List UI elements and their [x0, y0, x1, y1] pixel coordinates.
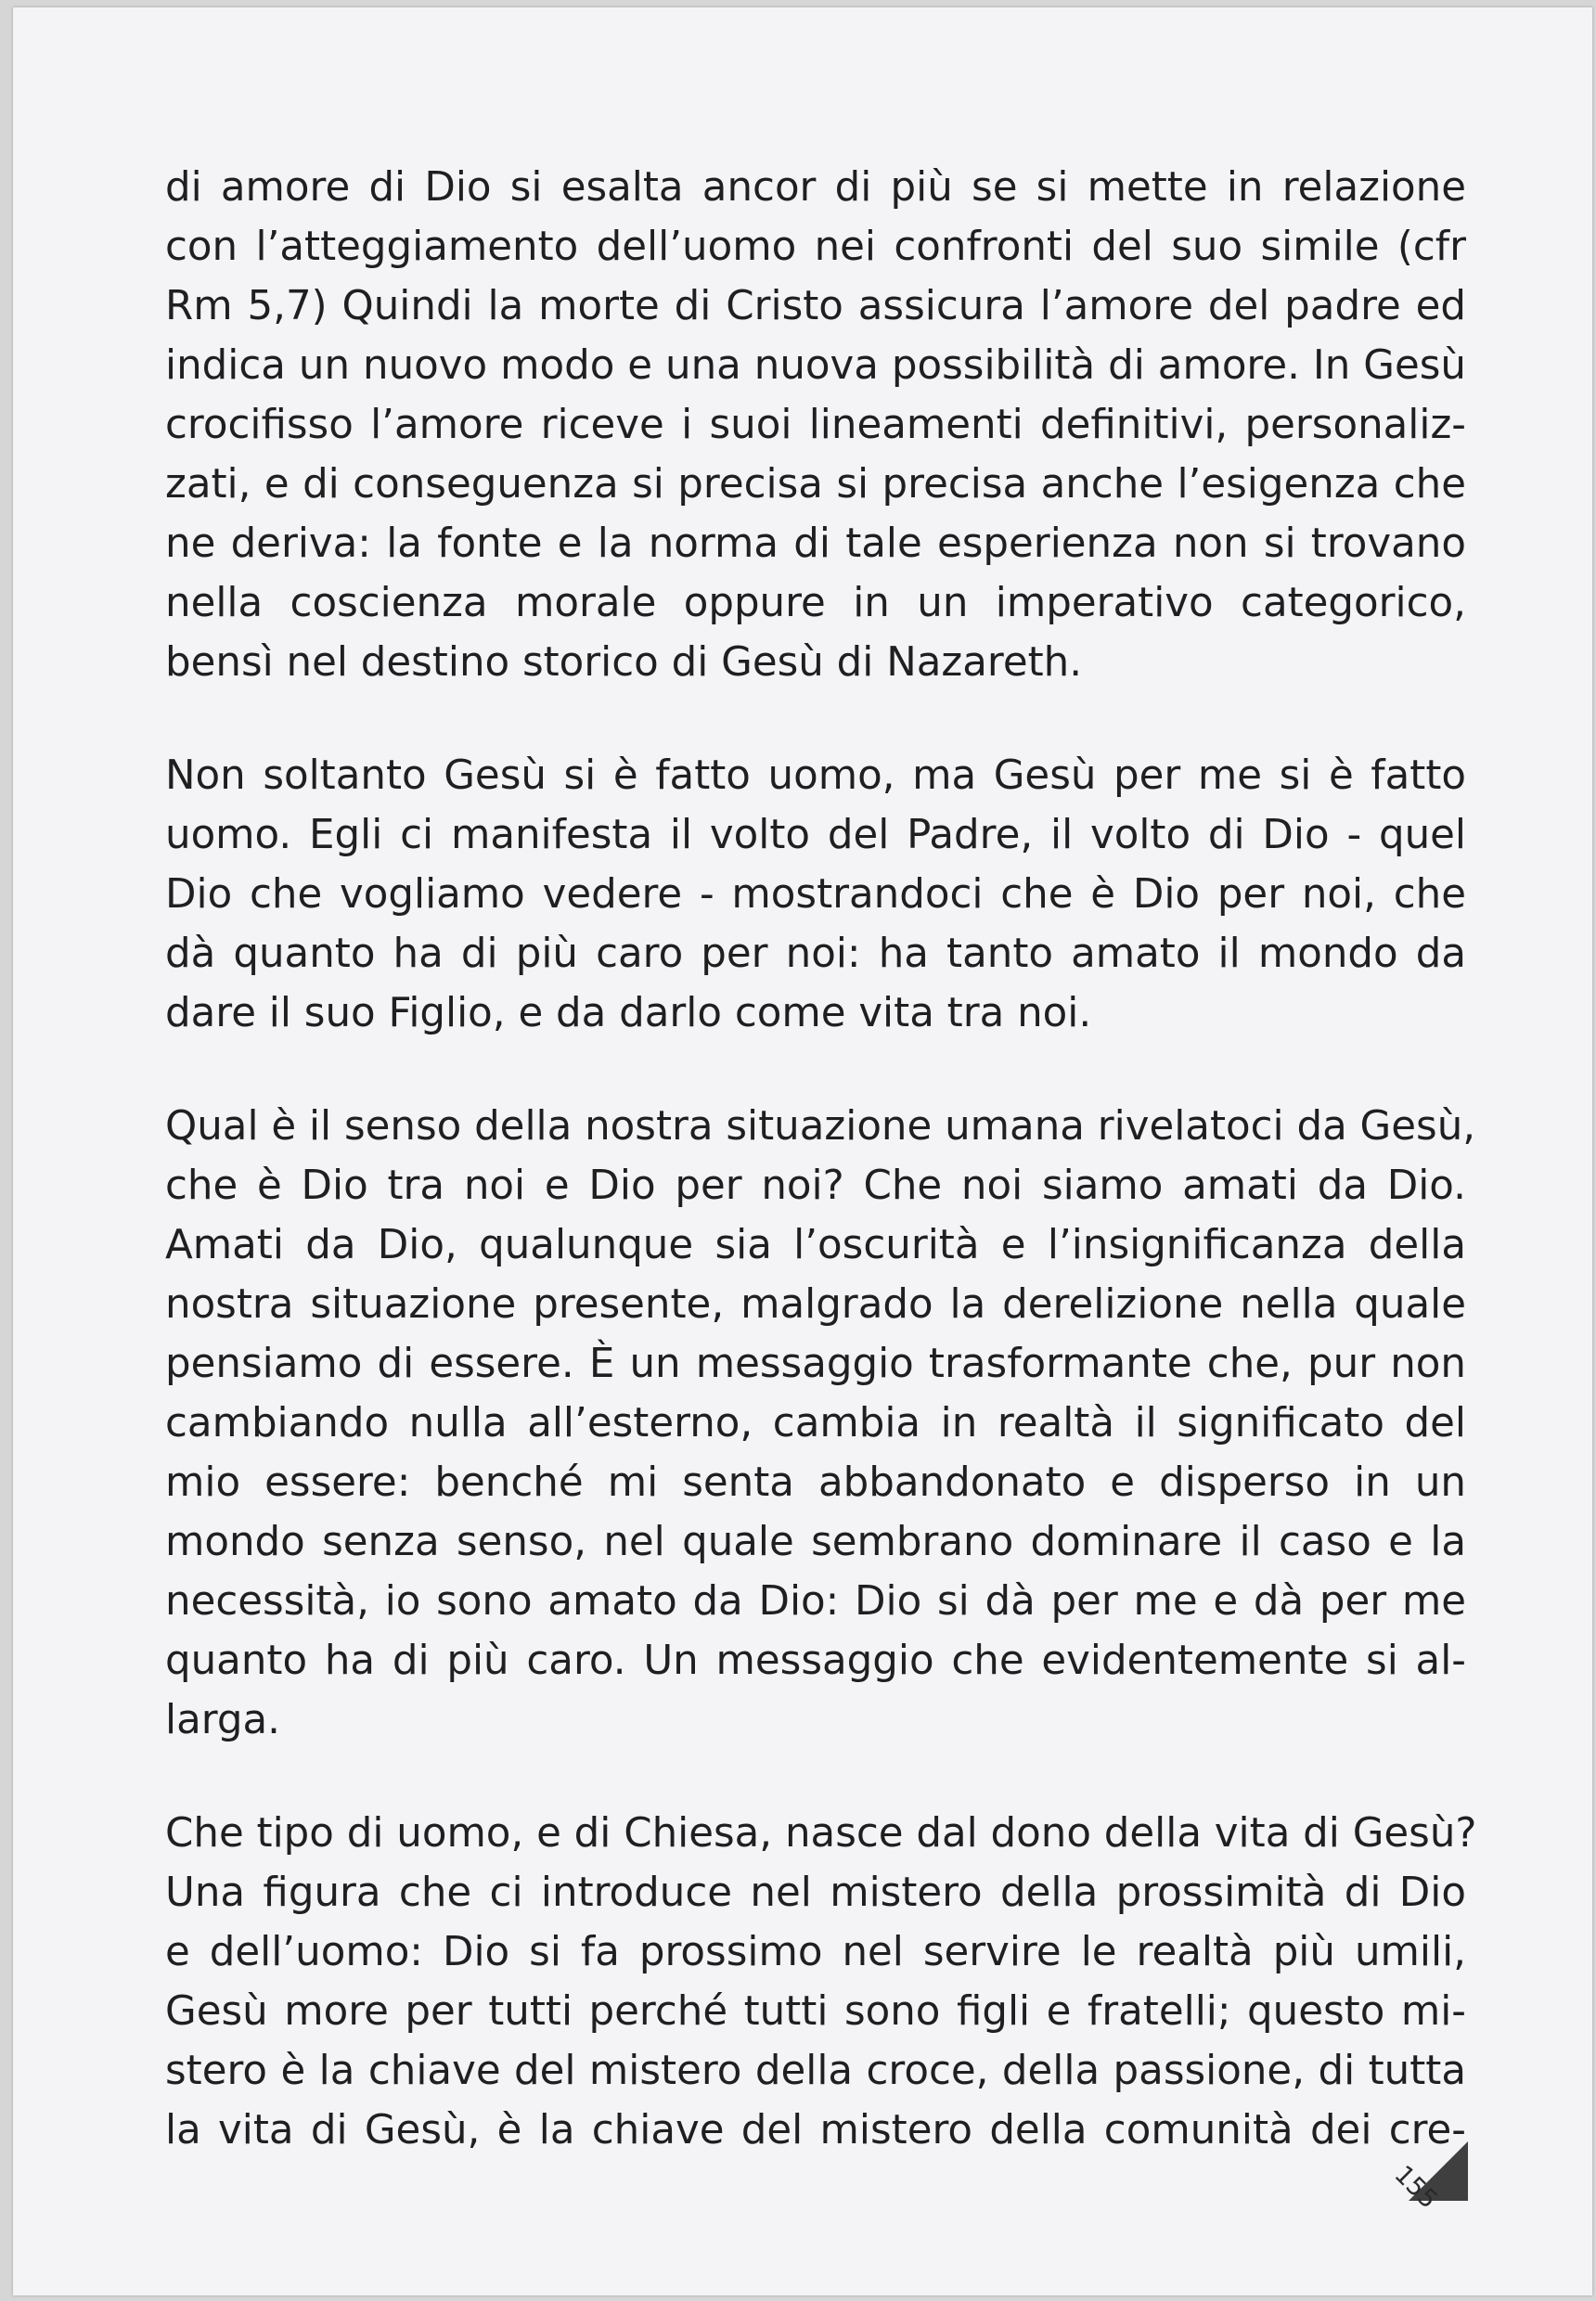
page-number: 155: [1388, 2160, 1443, 2215]
text-line: indica un nuovo modo e una nuova possibilità di amore. In Gesù: [165, 342, 1466, 389]
paragraph-3: [165, 1097, 1476, 1750]
text-line: dare il suo Figlio, e da darlo come vita tra noi.: [165, 990, 1092, 1036]
page-number-marker: [1375, 2141, 1468, 2234]
text-line: Dio che vogliamo vedere - mostrandoci che è Dio per noi, che: [165, 871, 1466, 918]
text-line: pensiamo di essere. È un messaggio trasformante che, pur non: [165, 1341, 1466, 1387]
text-line: stero è la chiave del mistero della croce, della passione, di tutta: [165, 2048, 1466, 2094]
text-line: nella coscienza morale oppure in un imperativo categorico,: [165, 580, 1466, 626]
text-line: Rm 5,7) Quindi la morte di Cristo assicura l’amore del padre ed: [165, 283, 1466, 329]
text-line: e dell’uomo: Dio si fa prossimo nel servire le realtà più umili,: [165, 1929, 1466, 1975]
text-line: con l’atteggiamento dell’uomo nei confronti del suo simile (cfr: [165, 224, 1466, 270]
paragraph-1: [165, 158, 1466, 692]
text-line: Una figura che ci introduce nel mistero della prossimità di Dio: [165, 1870, 1466, 1916]
text-line: zati, e di conseguenza si precisa si precisa anche l’esigenza che: [165, 461, 1466, 508]
text-line: Gesù more per tutti perché tutti sono figli e fratelli; questo mi-: [165, 1988, 1466, 2035]
text-line: ne deriva: la fonte e la norma di tale esperienza non si trovano: [165, 521, 1466, 567]
text-line: Non soltanto Gesù si è fatto uomo, ma Gesù per me si è fatto: [165, 752, 1466, 799]
book-page: [13, 7, 1592, 2295]
text-line: dà quanto ha di più caro per noi: ha tanto amato il mondo da: [165, 931, 1466, 977]
text-line: cambiando nulla all’esterno, cambia in realtà il significato del: [165, 1400, 1466, 1446]
paragraph-2: [165, 746, 1466, 1043]
text-line: larga.: [165, 1697, 280, 1743]
page-body: [165, 158, 1477, 2160]
text-line: crocifisso l’amore riceve i suoi lineamenti definitivi, personaliz-: [165, 402, 1466, 448]
text-line: Amati da Dio, qualunque sia l’oscurità e l’insignificanza della: [165, 1222, 1466, 1268]
text-line: necessità, io sono amato da Dio: Dio si dà per me e dà per me: [165, 1578, 1466, 1625]
text-line: quanto ha di più caro. Un messaggio che evidentemente si al-: [165, 1638, 1466, 1684]
paragraph-4: [165, 1804, 1477, 2160]
text-line: nostra situazione presente, malgrado la derelizione nella quale: [165, 1281, 1466, 1328]
text-line: uomo. Egli ci manifesta il volto del Padre, il volto di Dio - quel: [165, 812, 1466, 858]
text-line: bensì nel destino storico di Gesù di Nazareth.: [165, 639, 1083, 686]
text-line: che è Dio tra noi e Dio per noi? Che noi siamo amati da Dio.: [165, 1163, 1466, 1209]
text-line: mio essere: benché mi senta abbandonato e disperso in un: [165, 1459, 1466, 1506]
text-line: Che tipo di uomo, e di Chiesa, nasce dal dono della vita di Gesù?: [165, 1810, 1477, 1857]
text-line: mondo senza senso, nel quale sembrano dominare il caso e la: [165, 1519, 1466, 1565]
text-line: di amore di Dio si esalta ancor di più se si mette in relazione: [165, 164, 1466, 211]
text-line: la vita di Gesù, è la chiave del mistero della comunità dei cre-: [165, 2107, 1466, 2153]
text-line: Qual è il senso della nostra situazione umana rivelatoci da Gesù,: [165, 1103, 1476, 1150]
